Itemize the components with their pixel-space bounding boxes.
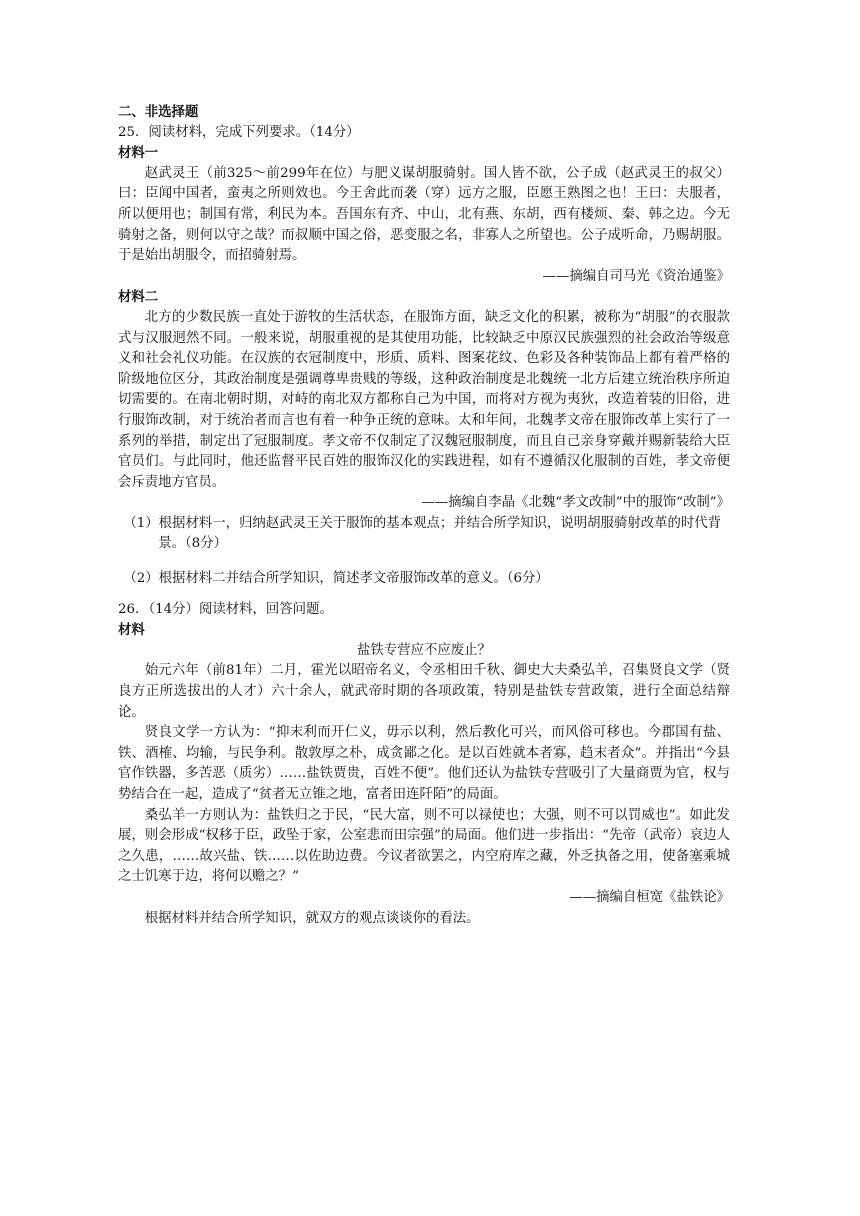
material-paragraph-3: 桑弘羊一方则认为：盐铁归之于民，“民大富，则不可以禄使也；大强，则不可以罚威也”。如此发展，则会形成“权移于臣，政坠于家，公室悲而田宗强”的局面。他们进一步指出：“先帝（武帝）哀边人之久患，……故兴盐、铁……以佐助边费。今议者欲罢之，内空府库之藏，外乏执备之用，使备塞乘城之士饥寒于边，将何以赡之？” <box>118 807 730 885</box>
material-2-text: 北方的少数民族一直处于游牧的生活状态，在服饰方面，缺乏文化的积累，被称为“胡服”的衣服款式与汉服迥然不同。一般来说，胡服重视的是其使用功能，比较缺乏中原汉民族强烈的社会政治等级意义和社会礼仪功能。在汉族的衣冠制度中，形质、质料、图案花纹、色彩及各种装饰品上都有着严格的阶级地位区分，其政治制度是强调尊卑贵贱的等级，这种政治制度是北魏统一北方后建立统治秩序所迫切需要的。在南北朝时期，对峙的南北双方都称自己为中国，而将对方视为夷狄，改造着装的旧俗，进行服饰改制，对于统治者而言也有着一种争正统的意味。太和年间，北魏孝文帝在服饰改革上实行了一系列的举措，制定出了冠服制度。孝文帝不仅制定了汉魏冠服制度，而且自己亲身穿戴并赐新装给大臣官员们。与此同时，他还监督平民百姓的服饰汉化的实践进程，如有不遵循汉化服制的百姓，孝文帝便会斥责地方官员。 <box>118 309 730 490</box>
material-1-label: 材料一 <box>118 145 159 162</box>
question-25-sub-2: （2）根据材料二并结合所学知识，简述孝文帝服饰改革的意义。（6分） <box>123 571 549 587</box>
material-1-source: ——摘编自司马光《资治通鉴》 <box>542 268 730 284</box>
section-title: 二、非选择题 <box>118 104 199 120</box>
material-2-label: 材料二 <box>118 289 159 306</box>
exam-page <box>118 102 730 929</box>
question-25-stem: 25．阅读材料，完成下列要求。（14分） <box>118 124 360 140</box>
material-1-text: 赵武灵王（前325～前299年在位）与肥义谋胡服骑射。国人皆不欲，公子成（赵武灵王的叔父）曰：臣闻中国者，蛮夷之所则效也。今王舍此而袭（穿）远方之服，臣愿王熟图之也！王曰：夫服者，所以便用也；制国有常，利民为本。吾国东有齐、中山，北有燕、东胡，西有楼烦、秦、韩之边。今无骑射之备，则何以守之哉？而叔顺中国之俗，恶变服之名，非寡人之所望也。公子成听命，乃赐胡服。于是始出胡服令，而招骑射焉。 <box>118 165 730 264</box>
question-26-task: 根据材料并结合所学知识，就双方的观点谈谈你的看法。 <box>144 910 480 926</box>
material-label: 材料 <box>118 622 145 639</box>
material-paragraph-1: 始元六年（前81年）二月，霍光以昭帝名义，令丞相田千秋、御史大夫桑弘羊，召集贤良文学（贤良方正所选拔出的人才）六十余人，就武帝时期的各项政策，特别是盐铁专营政策，进行全面总结辩论。 <box>118 663 730 720</box>
question-26-stem: 26．（14分）阅读材料，回答问题。 <box>118 601 333 617</box>
material-heading: 盐铁专营应不应废止？ <box>357 642 491 658</box>
material-source: ——摘编自桓宽《盐铁论》 <box>569 889 730 905</box>
material-paragraph-2: 贤良文学一方认为：“抑末利而开仁义，毋示以利，然后教化可兴，而风俗可移也。今郡国有盐、铁、酒榷、均输，与民争利。散敦厚之朴，成贪鄙之化。是以百姓就本者寡，趋末者众”。并指出“今县官作铁器，多苦恶（质劣）……盐铁贾贵，百姓不便”。他们还认为盐铁专营吸引了大量商贾为官，权与势结合在一起，造成了“贫者无立锥之地，富者田连阡陌”的局面。 <box>118 725 730 802</box>
material-2-source: ——摘编自李晶《北魏“孝文改制”中的服饰“改制”》 <box>421 495 730 511</box>
question-25-sub-1: （1）根据材料一，归纳赵武灵王关于服饰的基本观点；并结合所学知识，说明胡服骑射改革的时代背景。（8分） <box>123 515 722 552</box>
